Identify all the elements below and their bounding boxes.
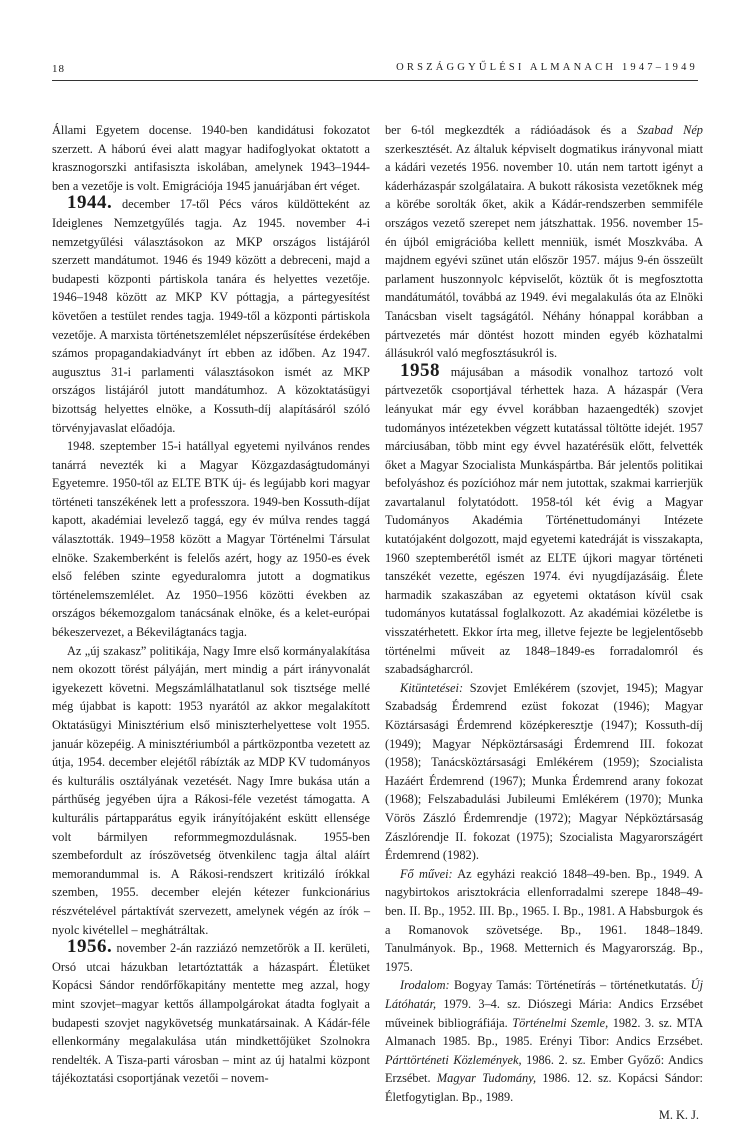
- journal-title: Történelmi Szemle,: [512, 1015, 609, 1030]
- paragraph: Az „új szakasz” politikája, Nagy Imre első kormányalakítása nem okozott törést pályáján, mert mindig a párt irányvonalát igyekezett követni. Megszámlálhatatlanul sok tisztsége mellé még újabbat is kapott: 1953 nyarától az akkor megalakított Oktatásügyi Minisztérium első miniszterhelyettese volt 1955. január közepéig. A minisztériumból a pártközpontba vezetett az útja, 1954. december elejétől rábízták az MDP KV tudományos és kulturális osztályának vezetését. Nagy Imre bukása után a párthűség jegyében újra a Rákosi-féle vezetést támogatta. A kulturális pártapparátus egyik irányítójaként eskütt ellensége volt bármilyen reformmegmozdulásnak. 1955-ben szembefordult az írószövetség ötvenkilenc tagja által aláírt memorandummal is. A Rákosi-rendszert kritizáló írókkal szemben, 1955. december elején kétezer funkcionárius részvételével pártaktívát szervezett, amelynek végén az írók – nyolc kivétellel – meghátráltak.: [52, 643, 370, 937]
- literature-paragraph: [385, 976, 703, 1106]
- paragraph: [385, 359, 703, 679]
- right-column: [385, 121, 703, 1125]
- header-rule: [52, 80, 698, 81]
- page-number: 18: [52, 63, 65, 75]
- paragraph-text: november 2-án razziázó nemzetőrök a II. kerületi, Orsó utcai házukban letartóztatták a házaspárt. Életüket Kopácsi Sándor rendőrfőkapitány mentette meg azzal, hogy mint szovjet–magyar kettős állampolgárokat átadta foglyait a budapesti szovjet nagykövetség munkatársainak. A Kádár-féle ellenkormány megalakulása után mindkettőjüket Szolnokra rendelték. A Tisza-parti városban – mint az új hatalmi központ tájékoztatási csoportjának vezetői – novem-: [52, 941, 370, 1086]
- paragraph-text: májusában a második vonalhoz tartozó volt pártvezetők csoportjával térhettek haza. A házaspár (Vera leányukat már egy évvel korábban hazaengedték) szovjet tudományos intézetekben végzett kutatással töltötte idejét. 1957 márciusában, több mint egy évvel hazatérésük előtt, felvették őket a Magyar Szocialista Munkáspártba. Bár jelentős politikai befolyáshoz és pozícióhoz már nem jutottak, szakmai karrierjük zavartalanul folytatódott. 1958-tól két évig a Magyar Tudományos Akadémia Történettudományi Intézete kutatójaként dolgozott, majd egyetemi katedráját is visszakapta, 1960 szeptemberétől ismét az ELTE újkori magyar történeti tanszékét vezette, egészen 1974. évi nyugdíjazásáig. Élete harmadik szakaszában az egyetemi oktatáson kívül csak tudományos kutatással foglalkozott. Az akadémiai közéletbe is visszatérhetett. Ekkor írta meg, illetve fejezte be legjelentősebb történelmi műveit az 1848–1849-es forradalomról és szabadságharcról.: [385, 364, 703, 677]
- paragraph-text: Bogyay Tamás: Történetírás – történetkutatás.: [449, 978, 691, 993]
- paragraph-text: 1979. 3–4. sz. Diószegi Mária: Andics Erzsébet műveinek bibliográfiája.: [385, 996, 703, 1030]
- newspaper-title: Szabad Nép: [637, 123, 703, 137]
- paragraph: [385, 121, 703, 363]
- journal-title: Magyar Tudomány,: [436, 1071, 537, 1086]
- paragraph-text: Szovjet Emlékérem (szovjet, 1945); Magyar Szabadság Érdemrend ezüst fokozat (1946); Magyar Köztársasági Érdemrend középkeresztje (1947); Kossuth-díj (1949); Magyar Népköztársasági Érdemrend III. fokozat (1958); Tanácsköztársasági Emlékérem (1959); Szocialista Hazáért Érdemrend (1967); Munka Érdemrend arany fokozat (1968); Felszabadulási Jubileumi Emlékérem (1970); Munka Vörös Zászló Érdemrendje (1972); Magyar Népköztársaság Zászlórendje II. fokozat (1975); Szocialista Magyarországért Érdemrend (1982).: [385, 680, 703, 863]
- awards-label: Kitüntetései:: [400, 680, 464, 695]
- running-header: ORSZÁGGYŰLÉSI ALMANACH 1947–1949: [396, 62, 698, 73]
- year-marker: 1956.: [67, 936, 113, 958]
- paragraph: [52, 936, 370, 1088]
- literature-label: Irodalom:: [400, 978, 450, 993]
- paragraph-text: december 17-től Pécs város küldötteként az Ideiglenes Nemzetgyűlés tagja. Az 1945. november 4-i nemzetgyűlési választásokon az MKP országos listájáról szerzett mandátumot. 1946 és 1949 között a debreceni, majd a budapesti központi pártiskola tanára és helyettes vezetője. 1946–1948 között az MKP KV póttagja, a pártegyesítést követően a testület rendes tagja. 1949-től a központi pártiskola vezetője. A marxista történetszemlélet népszerűsítése érdekében számos propagandakiadványt írt ebben az időben. Az 1947. augusztus 31-i parlamenti választásokon ismét az MKP országos listájáról jutott mandátumhoz. A közoktatásügyi bizottság helyettes elnöke, a Kossuth-díj alapításáról szóló törvényjavaslat előadója.: [52, 197, 370, 435]
- awards-paragraph: [385, 679, 703, 865]
- paragraph-text: 1986. 2. sz. Ember Győző: Andics Erzsébet.: [385, 1052, 703, 1086]
- left-column: [52, 121, 370, 1088]
- year-marker: 1944.: [67, 192, 113, 214]
- paragraph: Állami Egyetem docense. 1940-ben kandidátusi fokozatot szerzett. A háború évei alatt magyar hadifoglyokat oktatott a krasznogorszki antifasiszta iskolában, amelynek 1943–1944-ben a vezetője is volt. Emigrációja 1945 januárjában ért véget.: [52, 123, 370, 193]
- works-paragraph: [385, 865, 703, 977]
- year-marker: 1958: [400, 359, 440, 381]
- paragraph-text: ber 6-tól megkezdték a rádióadások és a: [385, 123, 638, 137]
- author-signature: M. K. J.: [658, 1108, 699, 1123]
- paragraph-text: 1986. 12. sz. Kopácsi Sándor: Életfogytiglan. Bp., 1989.: [385, 1071, 703, 1104]
- journal-title: Párttörténeti Közlemények,: [385, 1052, 522, 1067]
- works-label: Fő művei:: [400, 866, 453, 881]
- paragraph-text: 1982. 3. sz. MTA Almanach 1985. Bp., 1985. Erényi Tibor: Andics Erzsébet.: [385, 1015, 703, 1049]
- paragraph: [52, 192, 370, 437]
- paragraph: 1948. szeptember 15-i hatállyal egyetemi nyilvános rendes tanárrá nevezték ki a Magyar Közgazdaságtudományi Egyetemre. 1950-től az ELTE BTK új- és legújabb kori magyar történeti tanszékének lett a professzora. 1949-ben Kossuth-díjat kapott, akadémiai levelező taggá, egy év múlva rendes taggá választották. 1949–1958 között a Magyar Történelmi Társulat elnöke. Szakemberként is felelős azért, hogy az 1950-es évek első felében szinte egyeduralomra jutott a dogmatikus történelemszemlélet. Az 1950–1956 közötti években az országos békemozgalom tanácsának elnöke, és a kelet-európai békeszervezet, a Békevilágtanács tagja.: [52, 439, 370, 640]
- paragraph-text: szerkesztését. Az általuk képviselt dogmatikus irányvonal miatt a kádári vezetés 1956. november 10. után nem tartott igényt a káderházaspár szolgálataira. A bukott rákosista vezetőknek még a körébe sorolták őket, akik a Kádár-rendszerben semmiféle országos vezető szerepet nem játszhattak. 1956. november 15-én újból emigrációba kellett menniük, ismét Moszkvába. A majdnem egyévi szünet után először 1957. május 9-én összeült parlament huszonnyolc képviselőt, köztük őt is megfosztotta mandátumától, továbbá az 1949. évi megalakulás óta az Elnöki Tanácsban viselt tagságától. Néhány hónappal korábban a pártvezetés már döntést hozott minden egyéb közhatalmi állásukról való megfosztásukról is.: [385, 141, 703, 361]
- journal-title: Új Látóhatár,: [385, 978, 703, 1011]
- paragraph-text: Az egyházi reakció 1848–49-ben. Bp., 1949. A nagybirtokos arisztokrácia ellenforradalmi szerepe 1848–49-ben. II. Bp., 1952. III. Bp., 1965. I. Bp., 1981. A Habsburgok és a Romanovok szövetsége. Bp., 1961. 1848–1849. Tanulmányok. Bp., 1968. Metternich és Magyarország. Bp., 1975.: [385, 866, 703, 974]
